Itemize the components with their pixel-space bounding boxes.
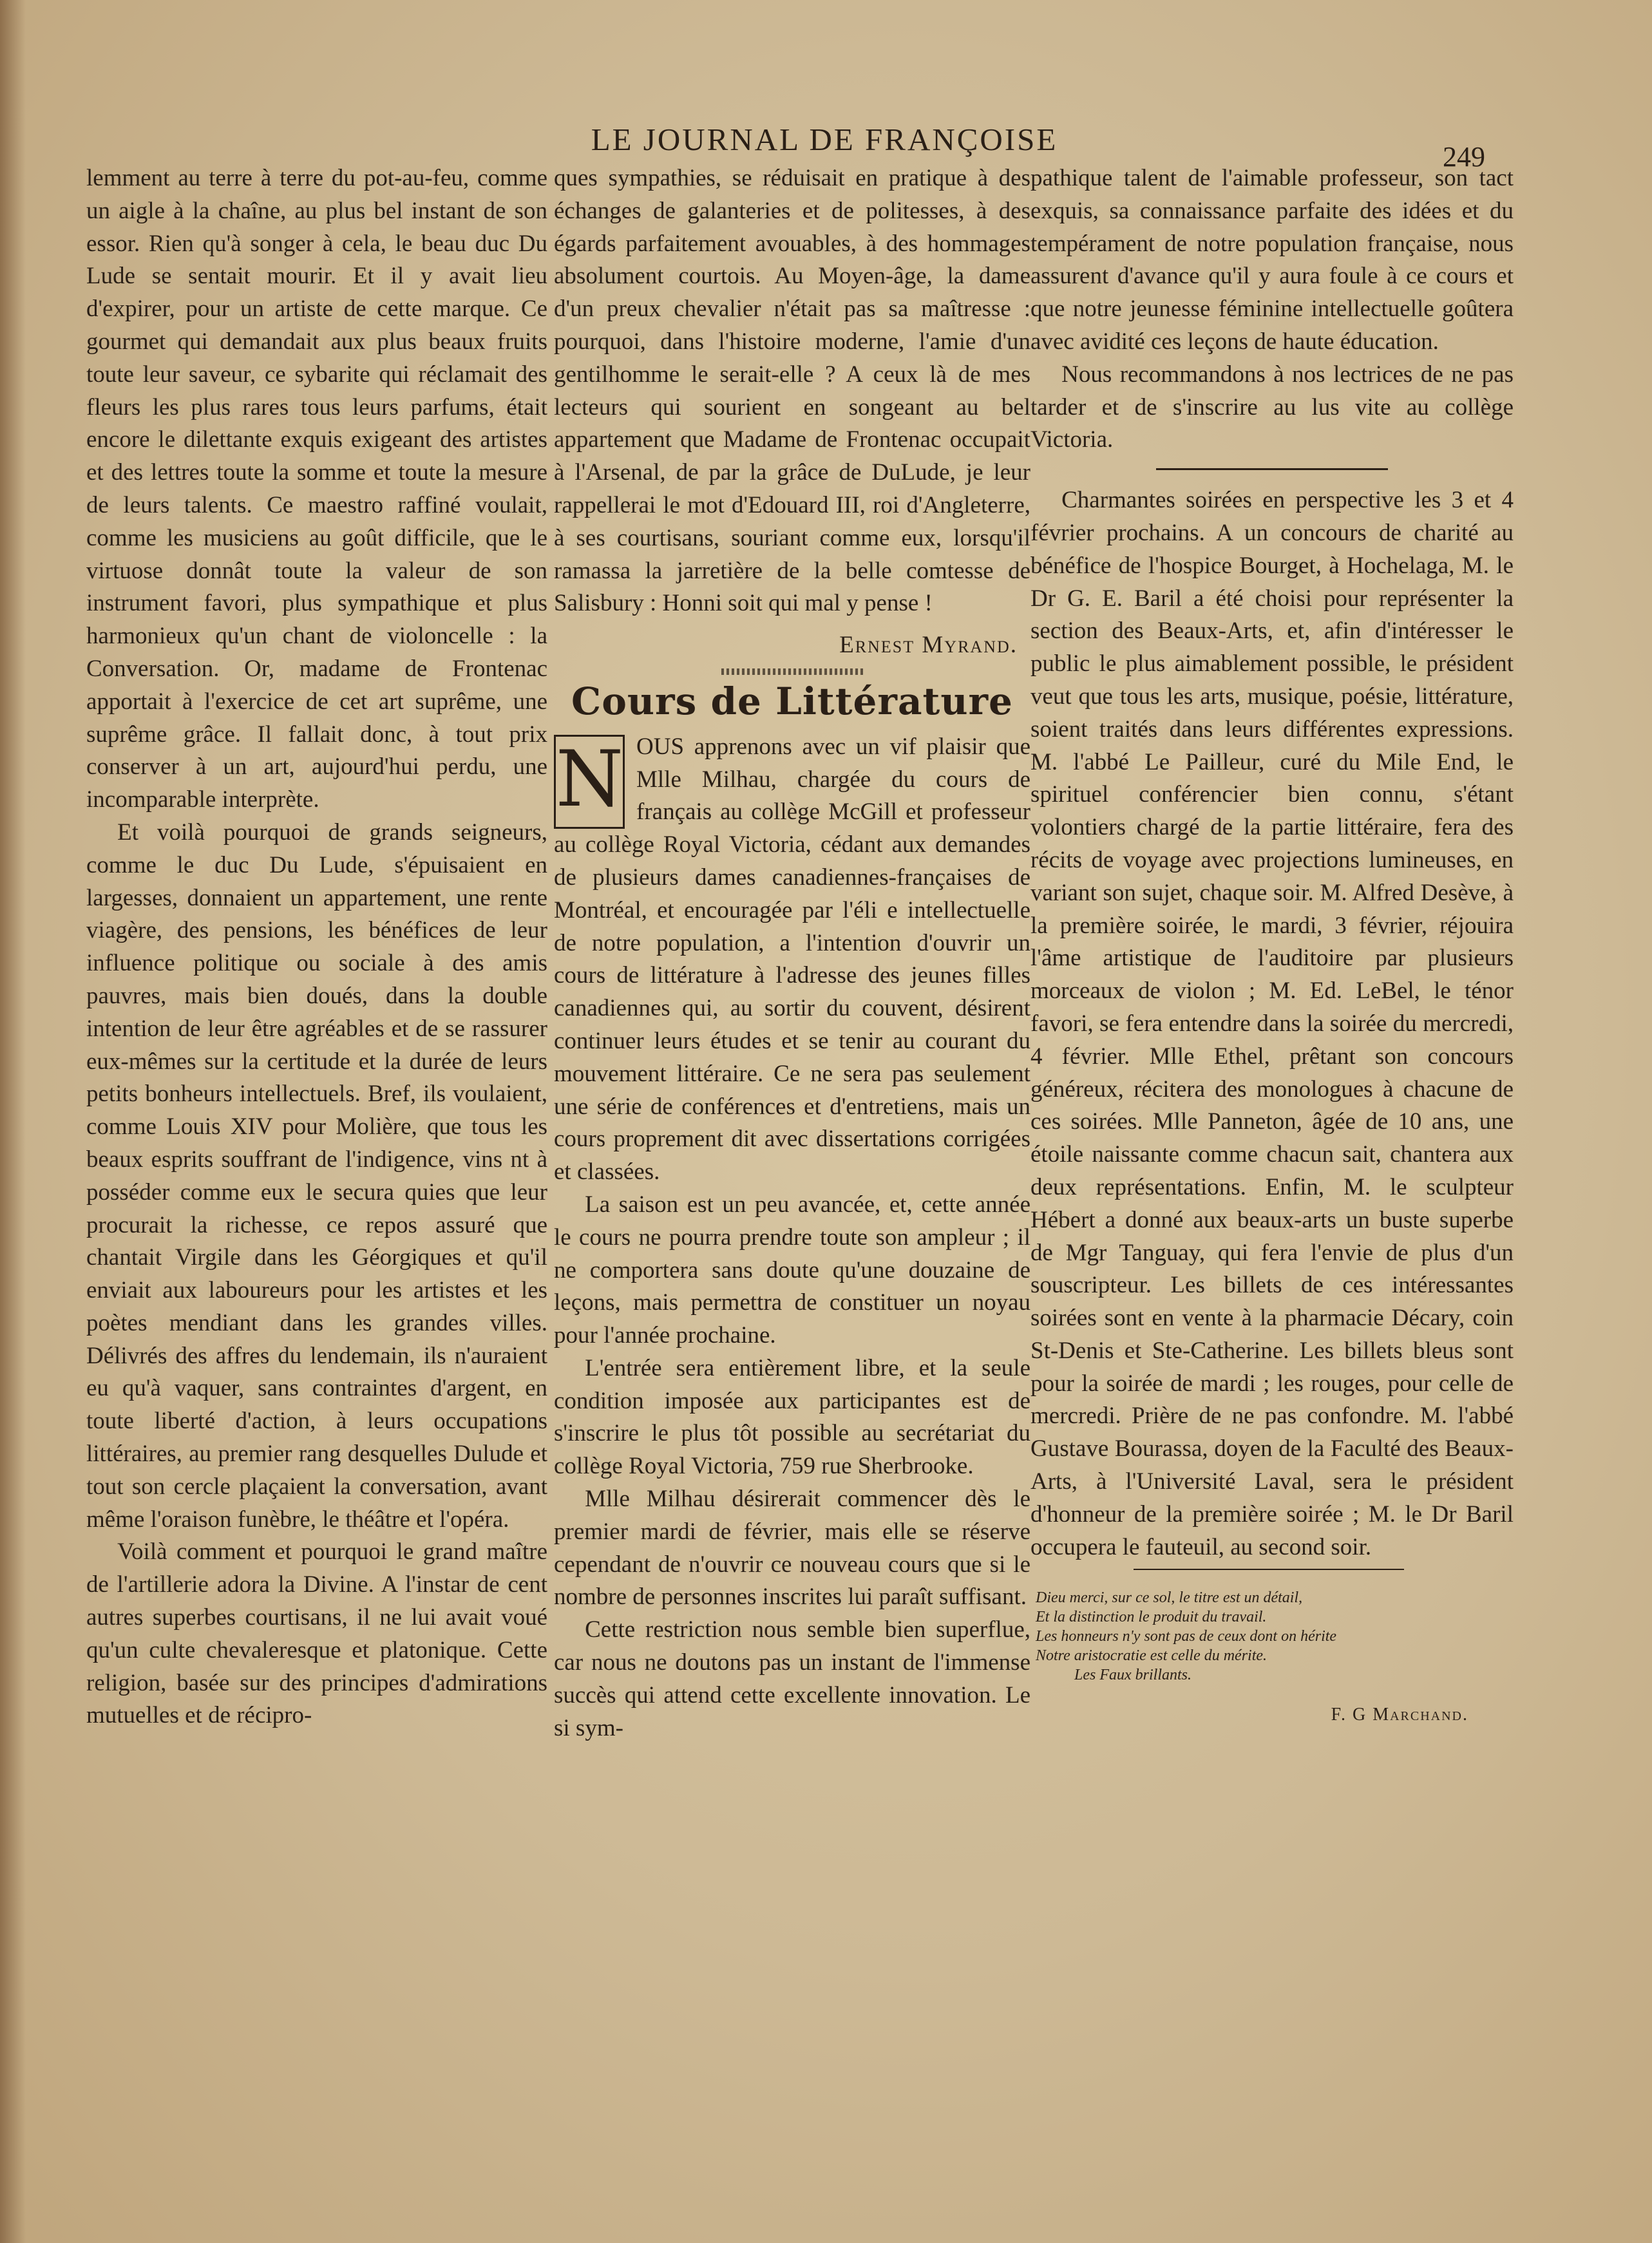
section-divider xyxy=(1156,468,1388,470)
paragraph: lemment au terre à terre du pot-au-feu, comme un aigle à la chaîne, au plus bel instant de son essor. Rien qu'à songer à cela, le beau duc Du Lude se sentait mourir. Et il y avait lieu d'expirer, pour un artiste de cette marque. Ce gourmet qui demandait aux plus beaux fruits toute leur saveur, ce sybarite qui réclamait des fleurs les plus rares tous leurs parfums, était encore le dilettante exquis exigeant des artistes et des lettres toute la somme et toute la mesure de leurs talents. Ce maestro raffiné voulait, comme les musiciens au goût difficile, que le virtuose donnât toute la valeur de son instrument favori, plus sympathique et plus harmonieux qu'un chant de violoncelle : la Conversation. Or, madame de Frontenac apportait à l'exercice de cet art suprême, une suprême grâce. Il fallait donc, à tout prix conserver à un art, aujourd'hui perdu, une incomparable interprète. xyxy=(86,165,547,813)
paragraph: Et voilà pourquoi de grands seigneurs, comme le duc Du Lude, s'épuisaient en largesses, donnaient un appartement, une rente viagère, des pensions, les bénéfices de leur influence politique ou sociale à des amis pauvres, mais bien doués, dans la double intention de leur être agréables et de se rassurer eux-mêmes sur la certitude et la durée de leurs petits bonheurs intellectuels. Bref, ils voulaient, comme Louis XIV pour Molière, que tous les beaux esprits souffrant de l'indigence, vins nt à posséder comme eux le secura quies que leur procurait la richesse, ce repos assuré que chantait Virgile dans les Géorgiques et qu'il enviait aux laboureurs pour les artistes et les poètes mendiant dans les grandes villes. Délivrés des affres du lendemain, ils n'auraient eu qu'à vaquer, sans contraintes d'argent, en toute liberté d'action, à leurs occupations littéraires, au premier rang desquelles Dulude et tout son cercle plaçaient la conversation, avant même l'oraison funèbre, le théâtre et l'opéra. xyxy=(86,819,547,1533)
section-heading: Cours de Littérature xyxy=(571,679,1013,723)
quote-line: Les honneurs n'y sont pas de ceux dont on hérite xyxy=(1036,1628,1337,1645)
paragraph: Nous recommandons à nos lectrices de ne pas tarder et de s'inscrire au lus vite au collège Victoria. xyxy=(1030,361,1514,453)
quote-divider xyxy=(1134,1569,1404,1570)
column-1 xyxy=(86,162,547,1732)
paragraph xyxy=(554,731,1030,1189)
quote-author: F. G Marchand. xyxy=(1331,1705,1468,1725)
paragraph: ques sympathies, se réduisait en pratique à des échanges de galanteries et de politesses, à des égards parfaitement avouables, à des hommages absolument courtois. Au Moyen-âge, la dame d'un preux chevalier n'était pas sa maîtresse : pourquoi, dans l'histoire moderne, l'amie d'un gentilhomme le serait-elle ? A ceux là de mes lecteurs qui sourient en songeant au bel appartement que Madame de Frontenac occupait à l'Arsenal, de par la grâce de DuLude, je leur rappellerai le mot d'Edouard III, roi d'Angleterre, à ses courtisans, souriant comme eux, lorsqu'il ramassa la jarretière de la belle comtesse de Salisbury : Honni soit qui mal y pense ! xyxy=(554,165,1030,617)
author-signature: Ernest Myrand. xyxy=(839,632,1018,659)
quote-source: Les Faux brillants. xyxy=(1074,1667,1192,1684)
paragraph: pathique talent de l'aimable professeur, son tact exquis, sa connaissance parfaite des idées et du tempérament de notre population française, nous assurent d'avance qu'il y aura foule à ce cours et que notre jeunesse féminine intellectuelle goûtera avec avidité ces leçons de haute éducation. xyxy=(1030,165,1514,355)
quote-line: Dieu merci, sur ce sol, le titre est un détail, xyxy=(1036,1589,1303,1607)
paragraph: Charmantes soirées en perspective les 3 et 4 février prochains. A un concours de charité au bénéfice de l'hospice Bourget, à Hochelaga, M. le Dr G. E. Baril a été choisi pour représenter la section des Beaux-Arts, et, afin d'intéresser le public le plus aimablement possible, le président veut que tous les arts, musique, poésie, littérature, soient traités dans leurs différentes expressions. M. l'abbé Le Pailleur, curé du Mile End, le spirituel conférencier bien connu, s'étant volontiers chargé de la partie littéraire, fera des récits de voyage avec projections lumineuses, en variant son sujet, chaque soir. M. Alfred Desève, à la première soirée, le mardi, 3 février, réjouira l'âme artistique de l'auditoire par plusieurs morceaux de violon ; M. Ed. LeBel, le ténor favori, se fera entendre dans la soirée du mercredi, 4 février. Mlle Ethel, prêtant son concours généreux, récitera des monologues à chacune de ces soirées. Mlle Panneton, âgée de 10 ans, une étoile naissante comme chacun sait, chantera aux deux représentations. Enfin, M. le sculpteur Hébert a donné aux beaux-arts un buste superbe de Mgr Tanguay, qui fera l'envie de plus d'un souscripteur. Les billets de ces intéressantes soirées sont en vente à la pharmacie Décary, coin St-Denis et Ste-Catherine. Les billets bleus sont pour la soirée de mardi ; les rouges, pour celle de mercredi. Prière de ne pas confondre. M. l'abbé Gustave Bourassa, doyen de la Faculté des Beaux-Arts, à l'Université Laval, sera le président d'honneur de la première soirée ; M. le Dr Baril occupera le fauteuil, au second soir. xyxy=(1030,487,1514,1560)
page-edge-shadow xyxy=(0,0,26,2243)
epigraph-quote xyxy=(1036,1588,1514,1685)
quote-line: Notre aristocratie est celle du mérite. xyxy=(1036,1647,1267,1665)
page-header xyxy=(0,121,1652,173)
wavy-divider xyxy=(721,668,863,675)
paragraph: La saison est un peu avancée, et, cette année le cours ne pourra prendre toute son ampleur ; il ne comportera sans doute qu'une douzaine de leçons, mais permettra de constituer un noyau pour l'année prochaine. xyxy=(554,1191,1030,1349)
quote-line: Et la distinction le produit du travail. xyxy=(1036,1609,1267,1626)
paragraph: Cette restriction nous semble bien superflue, car nous ne doutons pas un instant de l'immense succès qui attend cette excellente innovation. Le si sym- xyxy=(554,1616,1030,1741)
drop-cap: N xyxy=(554,735,625,829)
page-number: 249 xyxy=(1443,141,1485,173)
column-2 xyxy=(554,162,1030,1745)
paragraph: Mlle Milhau désirerait commencer dès le premier mardi de février, mais elle se réserve cependant de n'ouvrir ce nouveau cours que si le nombre de personnes inscrites lui paraît suffisant. xyxy=(554,1486,1030,1611)
column-3 xyxy=(1030,162,1514,1732)
paragraph: Voilà comment et pourquoi le grand maître de l'artillerie adora la Divine. A l'instar de cent autres superbes courtisans, il ne lui avait voué qu'un culte chevaleresque et platonique. Cette religion, basée sur des principes d'admirations mutuelles et de récipro- xyxy=(86,1538,547,1729)
paragraph: L'entrée sera entièrement libre, et la seule condition imposée aux participantes est de s'inscrire le plus tôt possible au secrétariat du collège Royal Victoria, 759 rue Sherbrooke. xyxy=(554,1354,1030,1480)
journal-title: LE JOURNAL DE FRANÇOISE xyxy=(591,122,1058,157)
paragraph-text: OUS apprenons avec un vif plaisir que Mlle Milhau, chargée du cours de français au collège McGill et professeur au collège Royal Victoria, cédant aux demandes de plusieurs dames canadiennes-françaises de Montréal, et encouragée par l'éli e intellectuelle de notre population, a l'intention d'ouvrir un cours de littérature à l'adresse des jeunes filles canadiennes qui, au sortir du couvent, désirent continuer leurs études et se tenir au courant du mouvement littéraire. Ce ne sera pas seulement une série de conférences et d'entretiens, mais un cours proprement dit avec dissertations corrigées et classées. xyxy=(554,733,1030,1186)
